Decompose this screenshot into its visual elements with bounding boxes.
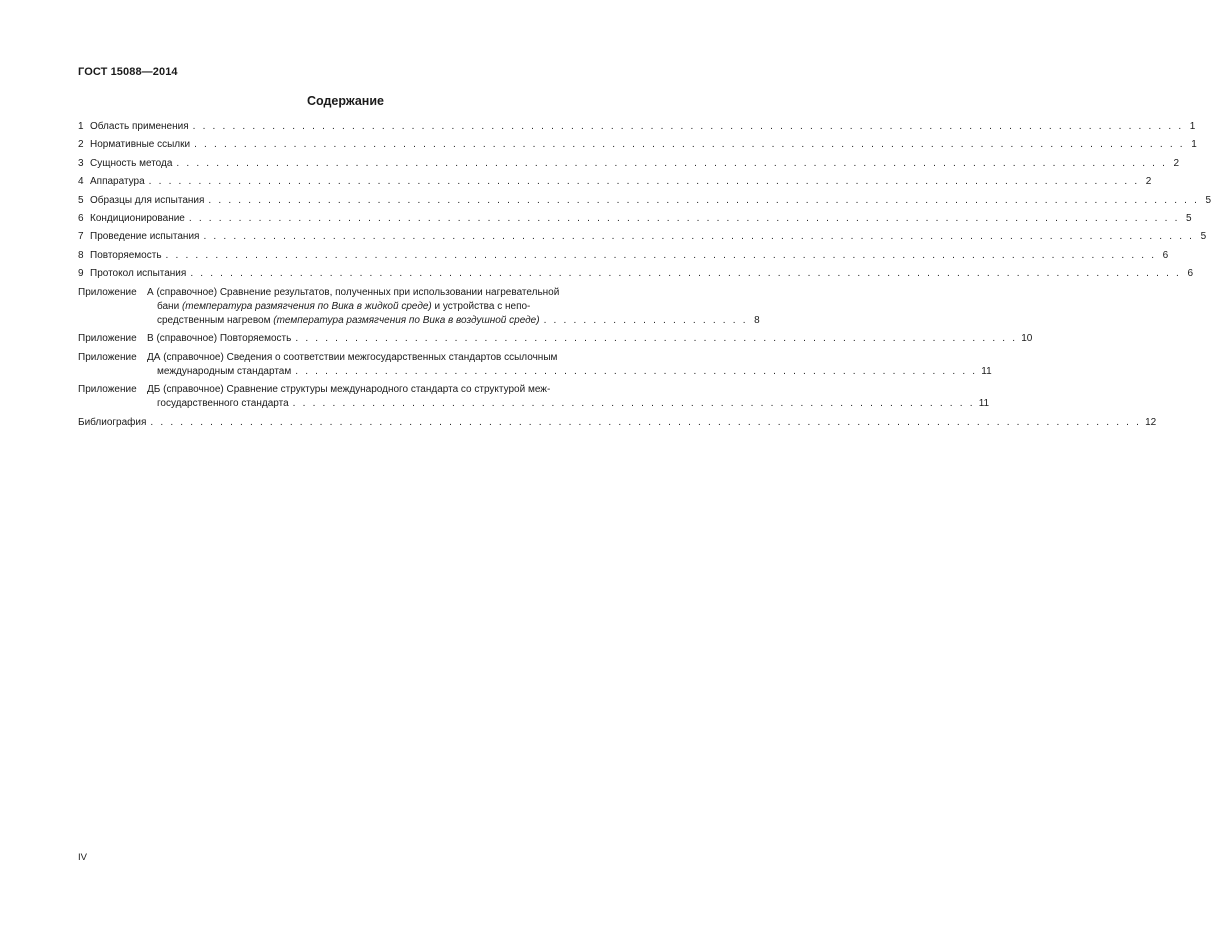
- leader-dots: . . . . . . . . . . . . . . . . . . . . . . . . . . . . . . . . . . . . . . . . . . . . . . . . . . . . . . . . . . . . . . . . . . . . .: [295, 365, 978, 377]
- toc-entry-page: 8: [754, 314, 760, 326]
- toc-entry-page: 10: [1021, 333, 1033, 345]
- leader-dots: . . . . . . . . . . . . . . . . . . . . . . . . . . . . . . . . . . . . . . . . . . . . . . . . . . . . . . . . . . . . . . . . . . . . . . . . . . . . . . . . . . . . . . . . . . . . . . . . . . . .: [194, 139, 1185, 151]
- appendix-text: и устройства с непо-: [431, 300, 531, 312]
- toc-entry-1[interactable]: [78, 120, 1196, 134]
- appendix-last-line: [147, 365, 992, 379]
- leader-dots: . . . . . . . . . . . . . . . . . . . . . . . . . . . . . . . . . . . . . . . . . . . . . . . . . . . . . . . . . . . . . . . . . . . . . . . . . . . . . . . . . . . . . . . . . . . . . . . . . . . .: [176, 157, 1168, 169]
- appendix-label: Приложение: [78, 286, 137, 298]
- appendix-last-line: [147, 314, 760, 328]
- toc-entry-page: 1: [1191, 139, 1197, 151]
- leader-dots: . . . . . . . . . . . . . . . . . . . . .: [543, 314, 748, 326]
- appendix-text: средственным нагревом: [157, 314, 274, 326]
- toc-appendix-a[interactable]: [78, 286, 760, 328]
- leader-dots: . . . . . . . . . . . . . . . . . . . . . . . . . . . . . . . . . . . . . . . . . . . . . . . . . . . . . . . . . . . . . . . . . . . . . . . . .: [295, 333, 1018, 345]
- toc-entry-page: 2: [1173, 157, 1180, 169]
- toc-entry-page: 5: [1200, 231, 1207, 243]
- toc-appendix-da[interactable]: [78, 351, 992, 379]
- table-of-contents: [78, 120, 1211, 434]
- toc-entry-title: Область применения: [90, 121, 189, 132]
- appendix-label: Приложение: [78, 384, 137, 396]
- toc-entry-number: 6: [78, 212, 84, 224]
- leader-dots: . . . . . . . . . . . . . . . . . . . . . . . . . . . . . . . . . . . . . . . . . . . . . . . . . . . . . . . . . . . . . . . . . . . . . . . . . . . . . . . . . . . . . . . . . . . . . . . . . . . .: [148, 176, 1140, 188]
- toc-entry-title: Библиография: [78, 416, 147, 428]
- leader-dots: . . . . . . . . . . . . . . . . . . . . . . . . . . . . . . . . . . . . . . . . . . . . . . . . . . . . . . . . . . . . . . . . . . . . . . . . . . . . . . . . . . . . . . . . . . . . . . . . . . . .: [208, 194, 1200, 206]
- appendix-title-line: В (справочное) Повторяемость: [147, 333, 292, 345]
- toc-entry-title: Повторяемость: [90, 249, 162, 261]
- toc-entry-title: Протокол испытания: [90, 268, 187, 280]
- toc-entry-number: 3: [78, 157, 84, 169]
- toc-entry-4[interactable]: [78, 175, 1152, 189]
- toc-entry-page: 5: [1186, 212, 1192, 224]
- toc-entry-title: Проведение испытания: [90, 231, 200, 243]
- toc-entry-title: Сущность метода: [90, 157, 173, 169]
- appendix-title-line: ДА (справочное) Сведения о соответствии межгосударственных стандартов ссылочным: [147, 351, 558, 363]
- toc-entry-page: 1: [1189, 121, 1196, 132]
- appendix-title-line: [147, 300, 614, 314]
- leader-dots: . . . . . . . . . . . . . . . . . . . . . . . . . . . . . . . . . . . . . . . . . . . . . . . . . . . . . . . . . . . . . . . . . . . . . . . . . . . . . . . . . . . . . . . . . . . . . . . . . . . .: [165, 249, 1157, 261]
- appendix-italic-text: (температура размягчения по Вика в воздушной среде): [273, 314, 540, 326]
- appendix-title-line: государственного стандарта: [157, 398, 289, 410]
- toc-entry-number: 4: [78, 176, 84, 188]
- toc-entry-5[interactable]: [78, 194, 1211, 208]
- appendix-title-line: ДБ (справочное) Сравнение структуры международного стандарта со структурой меж-: [147, 384, 551, 396]
- toc-entry-title: Образцы для испытания: [90, 194, 205, 206]
- leader-dots: . . . . . . . . . . . . . . . . . . . . . . . . . . . . . . . . . . . . . . . . . . . . . . . . . . . . . . . . . . . . . . . . . . . . . . . . . . . . . . . . . . . . . . . . . . . . . . . . . . . .: [150, 416, 1142, 428]
- toc-entry-page: 5: [1205, 194, 1211, 206]
- page-number: IV: [78, 852, 87, 863]
- toc-entry-2[interactable]: [78, 138, 1197, 152]
- toc-entry-title: Нормативные ссылки: [90, 139, 191, 151]
- toc-entry-3[interactable]: [78, 157, 1180, 171]
- toc-entry-title: Аппаратура: [90, 176, 145, 188]
- appendix-title-line: А (справочное) Сравнение результатов, полученных при использовании нагревательной: [147, 286, 560, 298]
- toc-entry-number: 8: [78, 249, 84, 261]
- toc-entry-page: 2: [1145, 176, 1152, 188]
- toc-entry-title: Кондиционирование: [90, 212, 185, 224]
- toc-appendix-v[interactable]: [78, 332, 1033, 346]
- toc-entry-page: 11: [981, 365, 992, 377]
- toc-entry-page: 6: [1187, 268, 1193, 280]
- appendix-italic-text: (температура размягчения по Вика в жидкой среде): [181, 300, 432, 312]
- toc-entry-7[interactable]: [78, 230, 1207, 244]
- appendix-title-line: международным стандартам: [157, 365, 292, 377]
- toc-entry-number: 5: [78, 194, 84, 206]
- toc-entry-page: 11: [978, 398, 990, 410]
- toc-entry-number: 9: [78, 268, 84, 280]
- appendix-last-line: [147, 332, 1033, 346]
- toc-entry-9[interactable]: [78, 267, 1193, 281]
- appendix-text: бани: [157, 300, 182, 312]
- toc-entry-6[interactable]: [78, 212, 1192, 226]
- toc-entry-number: 7: [78, 231, 84, 243]
- leader-dots: . . . . . . . . . . . . . . . . . . . . . . . . . . . . . . . . . . . . . . . . . . . . . . . . . . . . . . . . . . . . . . . . . . . . . . . . . . . . . . . . . . . . . . . . . . . . . . . . . . . .: [192, 121, 1184, 132]
- toc-entry-page: 12: [1145, 416, 1157, 428]
- appendix-label: Приложение: [78, 351, 137, 363]
- appendix-label: Приложение: [78, 333, 137, 345]
- document-header: ГОСТ 15088—2014: [78, 66, 178, 78]
- toc-title: Содержание: [306, 94, 384, 108]
- leader-dots: . . . . . . . . . . . . . . . . . . . . . . . . . . . . . . . . . . . . . . . . . . . . . . . . . . . . . . . . . . . . . . . . . . . . . . . . . . . . . . . . . . . . . . . . . . . . . . . . . . . .: [188, 212, 1180, 224]
- toc-entry-number: 1: [78, 121, 84, 132]
- toc-appendix-db[interactable]: [78, 383, 990, 411]
- toc-entry-number: 2: [78, 139, 84, 151]
- toc-entry-page: 6: [1162, 249, 1169, 261]
- leader-dots: . . . . . . . . . . . . . . . . . . . . . . . . . . . . . . . . . . . . . . . . . . . . . . . . . . . . . . . . . . . . . . . . . . . . . . . . . . . . . . . . . . . . . . . . . . . . . . . . . . . .: [190, 268, 1181, 280]
- appendix-last-line: [147, 397, 990, 411]
- leader-dots: . . . . . . . . . . . . . . . . . . . . . . . . . . . . . . . . . . . . . . . . . . . . . . . . . . . . . . . . . . . . . . . . . . . . . . . . . . . . . . . . . . . . . . . . . . . . . . . . . . . .: [203, 231, 1195, 243]
- leader-dots: . . . . . . . . . . . . . . . . . . . . . . . . . . . . . . . . . . . . . . . . . . . . . . . . . . . . . . . . . . . . . . . . . . . . .: [292, 398, 975, 410]
- toc-entry-bibliography[interactable]: [78, 416, 1157, 430]
- toc-entry-8[interactable]: [78, 249, 1169, 263]
